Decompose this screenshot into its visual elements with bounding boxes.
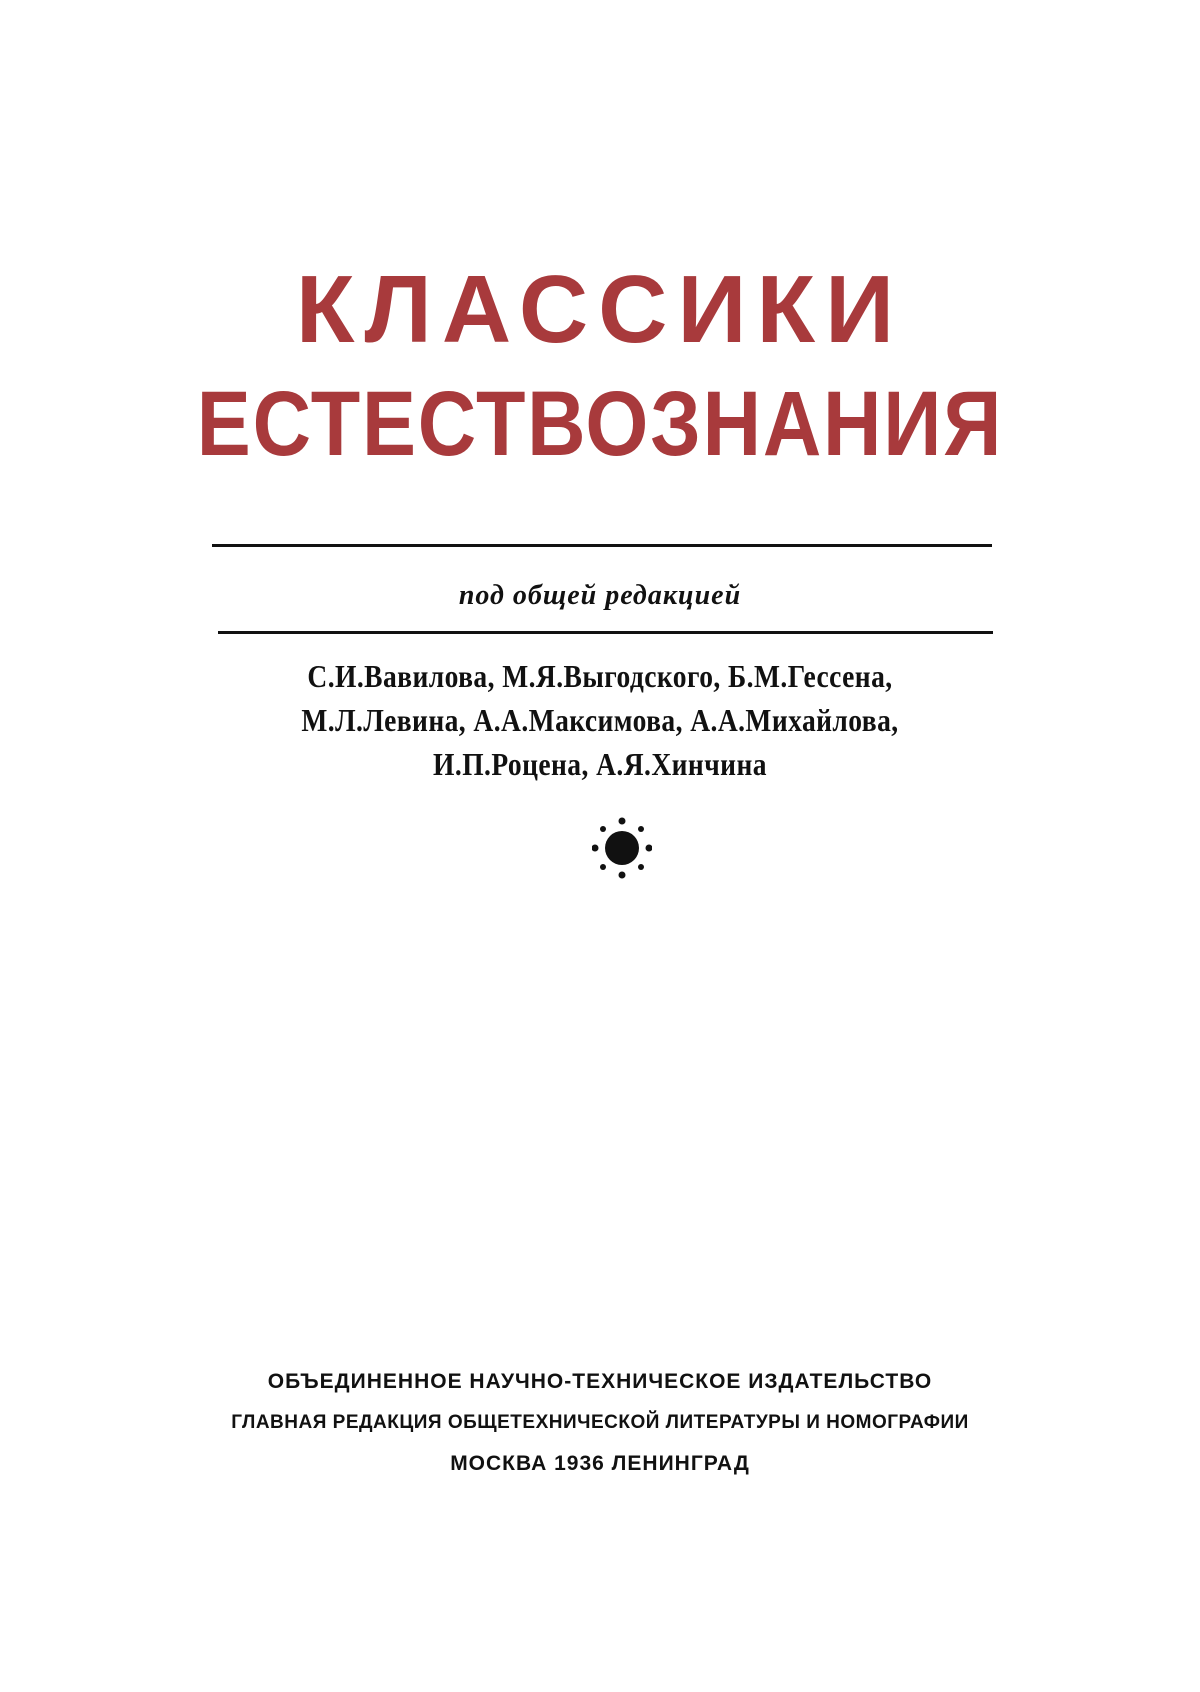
editors-list [0, 654, 1200, 786]
sun-ornament-icon [592, 816, 652, 880]
publisher-division: ГЛАВНАЯ РЕДАКЦИЯ ОБЩЕТЕХНИЧЕСКОЙ ЛИТЕРАТУРЫ И НОМОГРАФИИ [231, 1412, 969, 1433]
top-rule-divider [212, 544, 992, 547]
series-title-line-1: КЛАССИКИ [295, 256, 905, 363]
bottom-rule-divider [218, 631, 993, 634]
editors-line-3: И.П.Роцена, А.Я.Хинчина [433, 746, 767, 782]
publisher-name: ОБЪЕДИНЕННОЕ НАУЧНО-ТЕХНИЧЕСКОЕ ИЗДАТЕЛЬСТВО [267, 1370, 933, 1393]
editors-line-2: М.Л.Левина, А.А.Максимова, А.А.Михайлова, [301, 702, 899, 738]
series-title-line-2: ЕСТЕСТВОЗНАНИЯ [196, 373, 1004, 475]
editors-line-1: С.И.Вавилова, М.Я.Выгодского, Б.М.Гессена, [307, 658, 893, 694]
editorial-subtitle: под общей редакцией [458, 580, 742, 611]
publication-place-year: МОСКВА 1936 ЛЕНИНГРАД [450, 1452, 750, 1475]
